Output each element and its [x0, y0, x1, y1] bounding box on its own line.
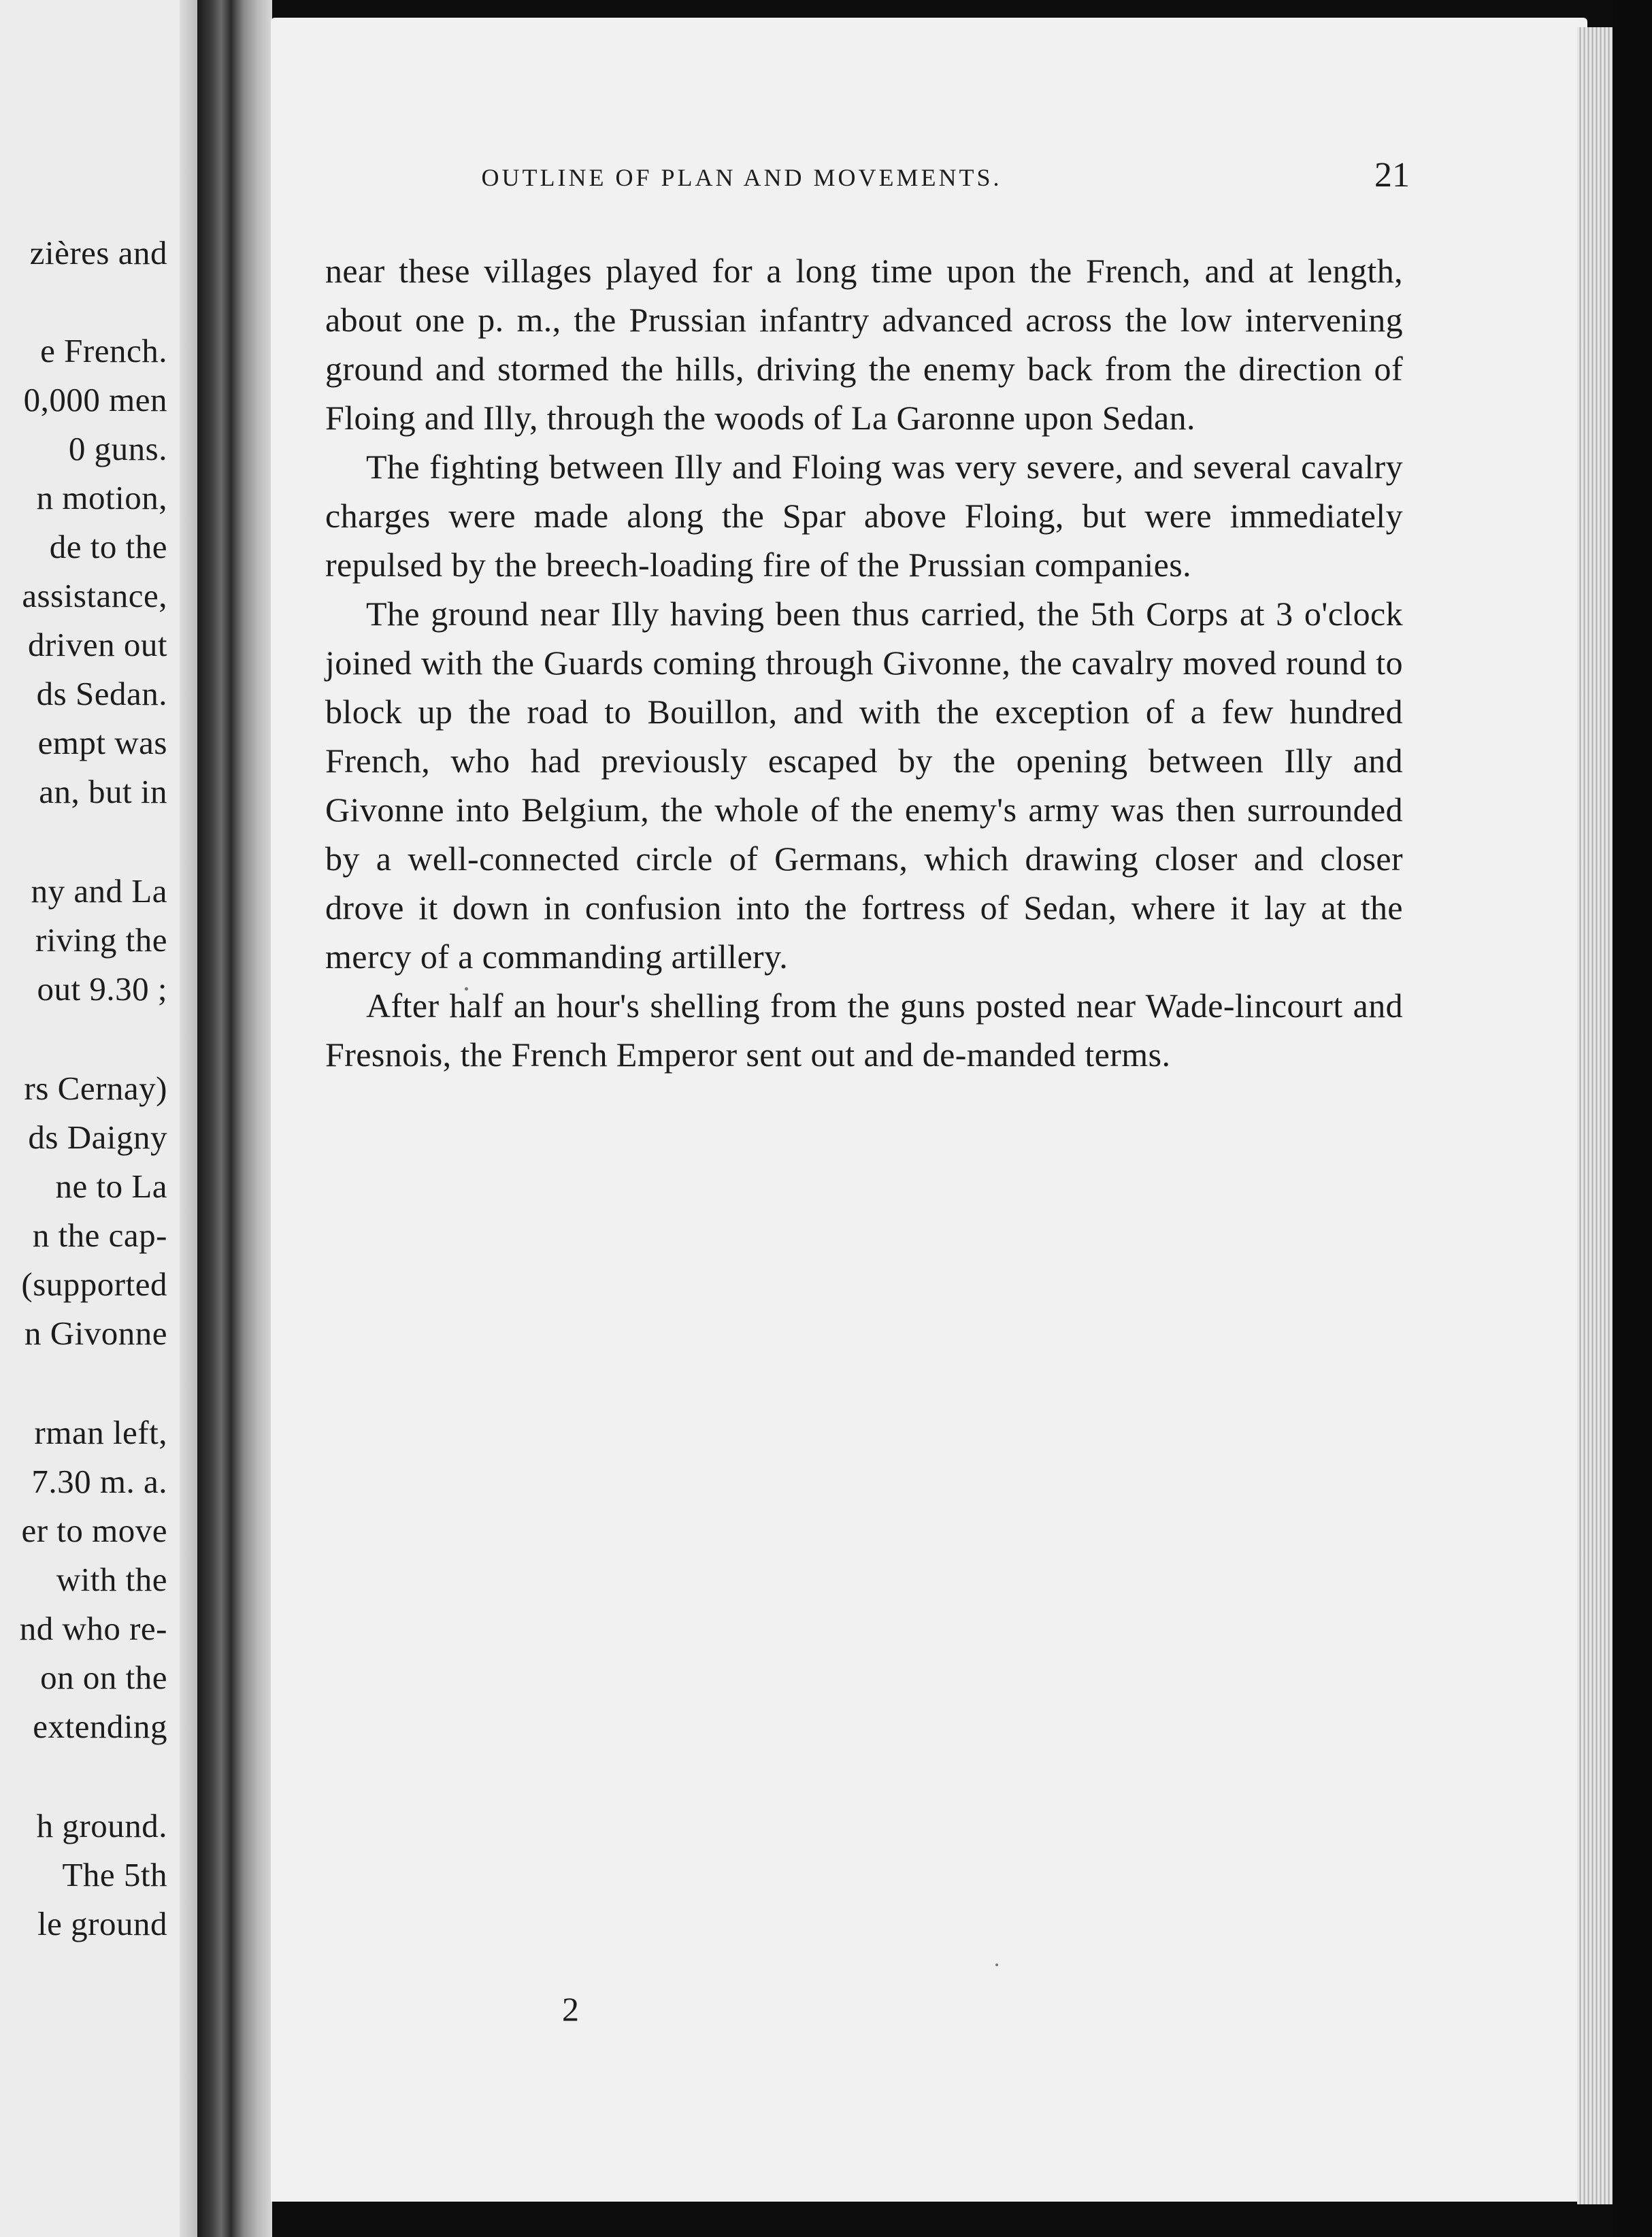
page-gutter-shadow [180, 0, 197, 2237]
previous-page-line: The 5th [62, 1856, 167, 1893]
signature-mark: 2 [562, 1990, 579, 2028]
previous-page-line: e French. [40, 332, 167, 369]
previous-page-line: ny and La [31, 872, 167, 910]
previous-page-line: empt was [37, 724, 167, 761]
previous-page-line: out 9.30 ; [37, 970, 167, 1008]
previous-page-line: h ground. [36, 1807, 167, 1844]
previous-page-text [0, 0, 167, 2237]
previous-page-line: ds Daigny [28, 1118, 167, 1156]
previous-page-line: er to move [21, 1512, 167, 1549]
previous-page-line: de to the [49, 528, 167, 565]
book-binding [197, 0, 272, 2237]
previous-page-line: zières and [29, 234, 167, 271]
previous-page-line: n Givonne [24, 1314, 167, 1352]
page-number: 21 [1374, 156, 1410, 195]
running-head-title: OUTLINE OF PLAN AND MOVEMENTS. [481, 164, 1002, 191]
previous-page-line: driven out [27, 626, 167, 663]
previous-page-line: rman left, [34, 1414, 167, 1451]
body-text [325, 246, 1403, 1079]
previous-page-line: with the [56, 1561, 167, 1598]
previous-page-line: nd who re- [19, 1610, 167, 1647]
previous-page-line: 0 guns. [68, 430, 167, 467]
page-block-edges [1577, 27, 1613, 2204]
previous-page-line: ne to La [55, 1167, 167, 1205]
paper-speck [995, 1963, 998, 1966]
previous-page-line: le ground [37, 1905, 167, 1942]
paragraph: near these villages played for a long time upon the French, and at length, about one p. m., the Prussian infantry advanced across the low intervening ground and stormed the hills, driving the enemy back from the direction of Floing and Illy, through the woods of La Garonne upon Sedan. [325, 252, 1403, 437]
previous-page-line: 7.30 m. a. [31, 1463, 167, 1500]
previous-page-line: riving the [35, 921, 167, 959]
previous-page-line: n the cap- [32, 1216, 167, 1254]
previous-page-line: assistance, [22, 577, 167, 614]
running-head [299, 152, 1410, 201]
previous-page [0, 0, 197, 2237]
previous-page-line: extending [33, 1708, 167, 1745]
scan-border [1613, 0, 1652, 2237]
paragraph: After half an hour's shelling from the guns posted near Wade-lincourt and Fresnois, the French Emperor sent out and de-manded terms. [325, 987, 1403, 1074]
previous-page-line: ds Sedan. [36, 675, 167, 712]
previous-page-line: 0,000 men [23, 381, 167, 418]
previous-page-line: (supported [21, 1265, 167, 1303]
previous-page-line: n motion, [36, 479, 167, 516]
paragraph: The ground near Illy having been thus carried, the 5th Corps at 3 o'clock joined with the Guards coming through Givonne, the cavalry moved round to block up the road to Bouillon, and with the exception of a few hundred French, who had previously escaped by the opening between Illy and Givonne into Belgium, the whole of the enemy's army was then surrounded by a well-connected circle of Germans, which drawing closer and closer drove it down in confusion into the fortress of Sedan, where it lay at the mercy of a commanding artillery. [325, 595, 1403, 976]
previous-page-line: rs Cernay) [24, 1070, 167, 1107]
previous-page-line: on on the [40, 1659, 167, 1696]
paragraph: The fighting between Illy and Floing was very severe, and several cavalry charges were made along the Spar above Floing, but were immediately repulsed by the breech-loading fire of the Prussian companies. [325, 448, 1403, 584]
previous-page-line: an, but in [39, 773, 167, 810]
